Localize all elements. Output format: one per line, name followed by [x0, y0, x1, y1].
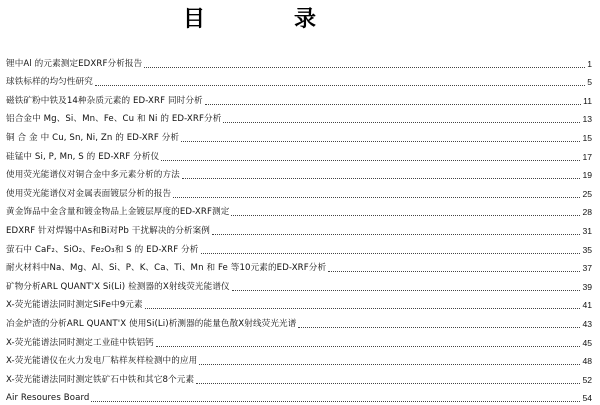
toc-entry-title: 铜 合 金 中 Cu, Sn, Ni, Zn 的 ED-XRF 分析: [6, 132, 180, 143]
toc-entry[interactable]: [6, 386, 592, 405]
toc-entry[interactable]: [6, 256, 592, 275]
toc-entry-title: 耐火材料中Na、Mg、Al、Si、P、K、Ca、Ti、Mn 和 Fe 等10元素的ED-XRF分析: [6, 263, 327, 274]
toc-dot-leader: [298, 327, 580, 328]
toc-dot-leader: [182, 178, 581, 179]
toc-entry[interactable]: [6, 70, 592, 89]
toc-page-number: 45: [582, 337, 592, 348]
toc-entry-title: X-荧光能谱仪在火力发电厂粘样灰样检测中的应用: [6, 356, 198, 367]
toc-page-number: 37: [582, 263, 592, 274]
toc-dot-leader: [95, 85, 585, 86]
toc-dot-leader: [201, 253, 581, 254]
toc-dot-leader: [91, 401, 580, 402]
toc-entry[interactable]: [6, 237, 592, 256]
toc-entry[interactable]: [6, 274, 592, 293]
toc-entry[interactable]: [6, 125, 592, 144]
toc-page-number: 5: [587, 77, 592, 88]
title-char-1: 目: [183, 7, 206, 32]
toc-entry-title: 使用荧光能谱仪对铜合金中多元素分析的方法: [6, 170, 180, 181]
toc-dot-leader: [328, 271, 580, 272]
toc-entry[interactable]: [6, 200, 592, 219]
toc-entry-title: 矿物分析ARL QUANT'X Si(Li) 检测器的X射线荧光能谱仪: [6, 281, 230, 292]
toc-entry-title: X-荧光能谱法同时测定工业硅中铁铝钙: [6, 337, 154, 348]
toc-entry[interactable]: [6, 181, 592, 200]
toc-page-number: 13: [582, 114, 592, 125]
toc-dot-leader: [199, 364, 580, 365]
toc-entry-title: 磁铁矿粉中铁及14种杂质元素的 ED-XRF 同时分析: [6, 95, 203, 106]
toc-entry-title: 锂中Al 的元素测定EDXRF分析报告: [6, 58, 143, 69]
toc-dot-leader: [181, 141, 580, 142]
toc-entry-title: 萤石中 CaF₂、SiO₂、Fe₂O₃和 S 的 ED-XRF 分析: [6, 244, 199, 255]
toc-page-number: 54: [582, 393, 592, 404]
toc-page-number: 43: [582, 318, 592, 329]
toc-page-number: 35: [582, 244, 592, 255]
toc-page-number: 39: [582, 281, 592, 292]
toc-page-number: 28: [582, 207, 592, 218]
toc-dot-leader: [156, 346, 581, 347]
toc-entry-title: X-荧光能谱法同时测定SiFe中9元素: [6, 300, 143, 311]
toc-entry-title: 球铁标样的均匀性研究: [6, 77, 93, 88]
table-of-contents: [6, 51, 592, 404]
toc-page-number: 15: [582, 132, 592, 143]
toc-entry[interactable]: [6, 311, 592, 330]
toc-dot-leader: [212, 234, 580, 235]
toc-entry[interactable]: [6, 367, 592, 386]
toc-page-number: 19: [582, 170, 592, 181]
toc-entry[interactable]: [6, 163, 592, 182]
toc-entry[interactable]: [6, 293, 592, 312]
toc-dot-leader: [145, 308, 581, 309]
toc-dot-leader: [223, 122, 580, 123]
toc-entry-title: 使用荧光能谱仪对金属表面镀层分析的报告: [6, 188, 172, 199]
toc-page-number: 1: [587, 58, 592, 69]
toc-dot-leader: [231, 215, 580, 216]
toc-entry[interactable]: [6, 51, 592, 70]
toc-entry[interactable]: [6, 107, 592, 126]
toc-page-number: 48: [582, 356, 592, 367]
toc-entry-title: 冶金炉渣的分析ARL QUANT'X 使用Si(Li)析测器的能量色散X射线荧光光谱: [6, 318, 297, 329]
toc-entry[interactable]: [6, 349, 592, 368]
toc-entry-title: 铝合金中 Mg、Si、Mn、Fe、Cu 和 Ni 的 ED-XRF分析: [6, 114, 222, 125]
toc-entry-title: EDXRF 针对焊锡中As和Bi对Pb 干扰解决的分析案例: [6, 225, 210, 236]
toc-page-number: 25: [582, 188, 592, 199]
toc-page-number: 11: [583, 95, 592, 106]
page-title: [0, 6, 600, 34]
toc-dot-leader: [173, 197, 580, 198]
title-char-2: 录: [294, 7, 317, 32]
toc-page-number: 17: [582, 151, 592, 162]
toc-entry-title: X-荧光能谱法同时测定铁矿石中铁和其它8个元素: [6, 374, 195, 385]
toc-dot-leader: [161, 160, 580, 161]
toc-dot-leader: [144, 67, 585, 68]
toc-dot-leader: [205, 104, 581, 105]
toc-page-number: 52: [582, 374, 592, 385]
toc-dot-leader: [232, 290, 581, 291]
toc-entry[interactable]: [6, 88, 592, 107]
toc-entry-title: 硅锰中 Si, P, Mn, S 的 ED-XRF 分析仪: [6, 151, 160, 162]
toc-page-number: 31: [582, 225, 592, 236]
toc-entry[interactable]: [6, 218, 592, 237]
toc-entry[interactable]: [6, 330, 592, 349]
toc-entry-title: 黄金饰品中金含量和镀金物品上金镀层厚度的ED-XRF测定: [6, 207, 230, 218]
toc-entry-title: Air Resoures Board: [6, 393, 90, 404]
toc-dot-leader: [196, 383, 580, 384]
toc-page-number: 41: [582, 300, 592, 311]
toc-entry[interactable]: [6, 144, 592, 163]
